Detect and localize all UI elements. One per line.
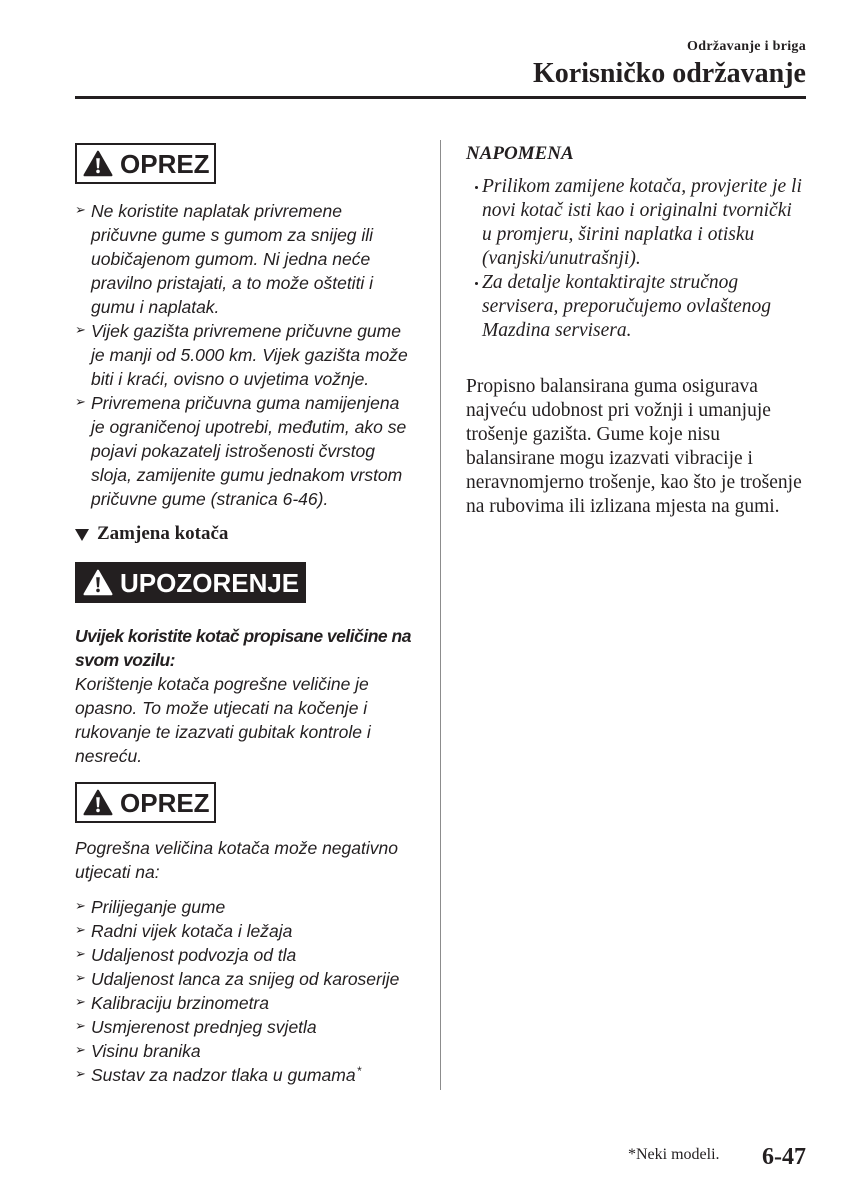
warning-triangle-icon: [83, 569, 113, 596]
warning-box: [75, 562, 306, 603]
list-item-text: Usmjerenost prednjeg svjetla: [91, 1017, 317, 1037]
list-item: [75, 1039, 399, 1063]
list-item: [75, 919, 399, 943]
list-item: [75, 991, 399, 1015]
warning-body-line: rukovanje te izazvati gubitak kontrole i: [75, 722, 371, 742]
note-item: [482, 175, 802, 271]
arrowhead-bullet-icon: [75, 967, 91, 991]
note-line: servisera, preporučujemo ovlaštenog: [482, 296, 772, 317]
note-line: Za detalje kontaktirajte stručnog: [482, 272, 739, 293]
down-triangle-icon: [75, 529, 89, 541]
arrowhead-bullet-icon: [75, 319, 91, 343]
list-item: [75, 391, 408, 511]
footnote: *Neki modeli.: [628, 1146, 720, 1163]
warning-triangle-icon: [83, 789, 113, 816]
list-item-text: Radni vijek kotača i ležaja: [91, 921, 293, 941]
caution-box: [75, 782, 216, 823]
page-number: 6-47: [762, 1144, 806, 1170]
caution-label: OPREZ: [120, 787, 210, 818]
body-paragraph: [466, 375, 802, 519]
list-item-line: pojavi pokazatelj istrošenosti čvrstog: [91, 441, 376, 461]
arrowhead-bullet-icon: [75, 1039, 91, 1063]
list-item-text: Visinu branika: [91, 1041, 201, 1061]
warning-lead-line: Uvijek koristite kotač propisane veličine na: [75, 626, 411, 646]
arrowhead-bullet-icon: [75, 991, 91, 1015]
list-item-text: Udaljenost podvozja od tla: [91, 945, 297, 965]
list-item-line: pričuvne gume (stranica 6-46).: [91, 489, 329, 509]
list-item-text: Sustav za nadzor tlaka u gumama: [91, 1065, 356, 1085]
paragraph-line: Propisno balansirana guma osigurava: [466, 376, 758, 397]
list-item-line: pričuvne gume s gumom za snijeg ili: [91, 225, 374, 245]
list-item-line: je ograničenoj upotrebi, međutim, ako se: [91, 417, 407, 437]
list-item-line: Vijek gazišta privremene pričuvne gume: [91, 321, 401, 341]
arrowhead-bullet-icon: [75, 1015, 91, 1039]
dot-bullet-icon: [475, 186, 478, 189]
caution-label: OPREZ: [120, 148, 210, 179]
warning-lead-line: svom vozilu:: [75, 650, 175, 670]
list-item-line: biti i kraći, ovisno o uvjetima vožnje.: [91, 369, 370, 389]
note-line: (vanjski/unutrašnji).: [482, 248, 641, 269]
list-item-line: pravilno pristajati, a to može oštetiti i: [91, 273, 374, 293]
page-title: Korisničko održavanje: [533, 58, 806, 89]
warning-label: UPOZORENJE: [120, 567, 300, 598]
warning-triangle-icon: [83, 150, 113, 177]
list-item: [75, 319, 408, 391]
list-item: [75, 199, 408, 319]
section-header: Održavanje i briga: [687, 39, 806, 54]
warning-body-line: opasno. To može utjecati na kočenje i: [75, 698, 368, 718]
list-item-text: Kalibraciju brzinometra: [91, 993, 269, 1013]
arrowhead-bullet-icon: [75, 943, 91, 967]
paragraph-line: najveću udobnost pri vožnji i umanjuje: [466, 400, 771, 421]
arrowhead-bullet-icon: [75, 199, 91, 223]
dot-bullet-icon: [475, 282, 478, 285]
list-item-line: uobičajenom gumom. Ni jedna neće: [91, 249, 371, 269]
column-divider: [440, 140, 441, 1090]
list-item-text: Prilijeganje gume: [91, 897, 226, 917]
warning-text: [75, 624, 411, 768]
arrowhead-bullet-icon: [75, 391, 91, 415]
paragraph-line: balansirane mogu izazvati vibracije i: [466, 448, 753, 469]
note-line: Mazdina servisera.: [482, 320, 632, 341]
list-item-line: Ne koristite naplatak privremene: [91, 201, 342, 221]
paragraph-line: trošenje gazišta. Gume koje nisu: [466, 424, 720, 445]
arrowhead-bullet-icon: [75, 1063, 91, 1087]
caution-box: [75, 143, 216, 184]
caution-list: [75, 895, 399, 1087]
list-item-line: Privremena pričuvna guma namijenjena: [91, 393, 400, 413]
caution-intro-line: utjecati na:: [75, 862, 160, 882]
warning-body-line: Korištenje kotača pogrešne veličine je: [75, 674, 369, 694]
footnote-marker: *: [356, 1064, 362, 1078]
note-list: [482, 175, 802, 343]
list-item: [75, 1063, 399, 1087]
arrowhead-bullet-icon: [75, 895, 91, 919]
arrowhead-bullet-icon: [75, 919, 91, 943]
list-item-text: Udaljenost lanca za snijeg od karoserije: [91, 969, 400, 989]
caution-intro: [75, 836, 398, 884]
caution-intro-line: Pogrešna veličina kotača može negativno: [75, 838, 398, 858]
note-title: NAPOMENA: [466, 143, 574, 164]
list-item: [75, 895, 399, 919]
caution-list: [75, 199, 408, 511]
list-item: [75, 1015, 399, 1039]
header-rule: [75, 96, 806, 99]
note-line: novi kotač isti kao i originalni tvornički: [482, 200, 792, 221]
list-item-line: je manji od 5.000 km. Vijek gazišta može: [91, 345, 408, 365]
list-item-line: gumu i naplatak.: [91, 297, 220, 317]
warning-body-line: nesreću.: [75, 746, 143, 766]
list-item: [75, 943, 399, 967]
list-item-line: sloja, zamijenite gumu jednakom vrstom: [91, 465, 403, 485]
note-line: Prilikom zamijene kotača, provjerite je li: [482, 176, 802, 197]
section-heading-text: Zamjena kotača: [97, 523, 229, 544]
list-item: [75, 967, 399, 991]
paragraph-line: na rubovima ili izlizana mjesta na gumi.: [466, 496, 780, 517]
paragraph-line: neravnomjerno trošenje, kao što je trošenje: [466, 472, 802, 493]
note-line: u promjeru, širini naplatka i otisku: [482, 224, 755, 245]
note-item: [482, 271, 802, 343]
section-heading: [75, 522, 228, 546]
